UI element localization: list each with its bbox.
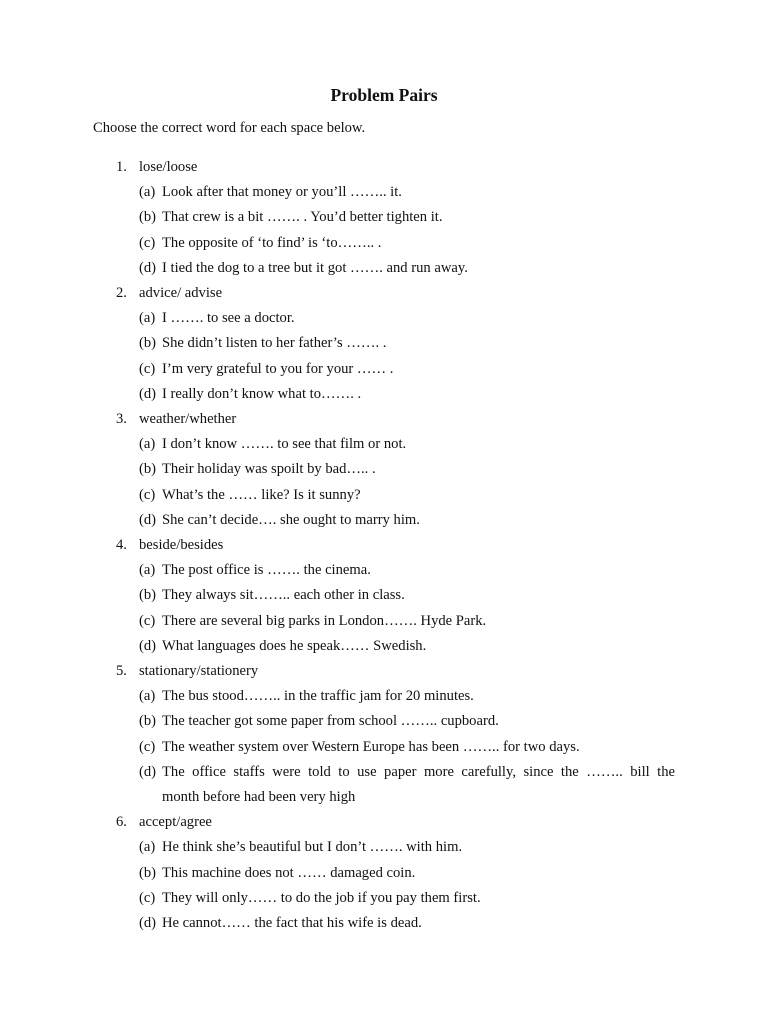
sentence-letter: (a) [139, 839, 156, 856]
sentence-letter: (d) [139, 763, 157, 780]
sentence-text: The post office is ……. the cinema. [162, 562, 371, 579]
sentence-letter: (d) [139, 511, 157, 528]
sentence-letter: (c) [139, 612, 156, 629]
sentence-letter: (a) [139, 562, 156, 579]
sentence-letter: (a) [139, 688, 156, 705]
sentence-letter: (c) [139, 360, 156, 377]
sentence-text: The office staffs were told to use paper more carefully, since the …….. bill the [162, 763, 675, 780]
sentence-text: The teacher got some paper from school …….. cupboard. [162, 713, 499, 730]
sentence-text: Look after that money or you’ll …….. it. [162, 184, 402, 201]
word-pair: stationary/stationery [139, 663, 259, 679]
sentence-letter: (a) [139, 436, 156, 453]
sentence-letter: (d) [139, 259, 157, 276]
question-number: 4. [116, 537, 127, 553]
sentence-letter: (d) [139, 915, 157, 931]
sentence-letter: (c) [139, 234, 156, 251]
sentence-text: The weather system over Western Europe has been …….. for two days. [162, 738, 580, 755]
question-number: 5. [116, 663, 127, 679]
sentence-text: I’m very grateful to you for your …… . [162, 360, 394, 377]
question-number: 6. [116, 814, 127, 831]
sentence-letter: (c) [139, 486, 156, 503]
sentence-letter: (a) [139, 310, 156, 327]
sentence-text: They will only…… to do the job if you pay them first. [162, 889, 481, 906]
sentence-text: She can’t decide…. she ought to marry him. [162, 511, 420, 528]
sentence-letter: (d) [139, 385, 157, 402]
word-pair: advice/ advise [139, 285, 223, 301]
sentence-text: The bus stood…….. in the traffic jam for 20 minutes. [162, 688, 474, 705]
sentence-letter: (b) [139, 209, 157, 226]
sentence-letter: (c) [139, 889, 156, 906]
word-pair: weather/whether [139, 411, 237, 427]
sentence-text: What languages does he speak…… Swedish. [162, 637, 427, 654]
sentence-letter: (b) [139, 864, 157, 881]
instruction-text: Choose the correct word for each space below. [93, 120, 366, 136]
sentence-text: There are several big parks in London……. Hyde Park. [162, 612, 487, 629]
sentence-letter: (a) [139, 184, 156, 201]
sentence-text: She didn’t listen to her father’s ……. . [162, 335, 387, 352]
sentence-text: They always sit…….. each other in class. [162, 587, 405, 604]
sentence-text: That crew is a bit ……. . You’d better tighten it. [162, 209, 443, 226]
sentence-text: I tied the dog to a tree but it got ……. and run away. [162, 259, 468, 276]
sentence-text: I really don’t know what to……. . [162, 385, 362, 402]
sentence-letter: (b) [139, 461, 157, 478]
question-number: 2. [116, 285, 127, 301]
page-title: Problem Pairs [330, 85, 438, 105]
word-pair: beside/besides [139, 537, 224, 553]
sentence-letter: (d) [139, 637, 157, 654]
word-pair: accept/agree [139, 814, 212, 831]
question-number: 1. [116, 159, 127, 175]
sentence-text: He cannot…… the fact that his wife is dead. [162, 915, 422, 931]
word-pair: lose/loose [139, 159, 198, 175]
sentence-text: Their holiday was spoilt by bad….. . [162, 461, 376, 478]
sentence-letter: (b) [139, 713, 157, 730]
sentence-text: What’s the …… like? Is it sunny? [162, 486, 361, 503]
sentence-text: The opposite of ‘to find’ is ‘to…….. . [162, 234, 382, 251]
sentence-text: I don’t know ……. to see that film or not. [162, 436, 407, 453]
sentence-text: This machine does not …… damaged coin. [162, 864, 416, 881]
sentence-text: I ……. to see a doctor. [162, 310, 295, 327]
question-number: 3. [116, 411, 127, 427]
sentence-continuation: month before had been very high [162, 789, 356, 805]
sentence-letter: (b) [139, 587, 157, 604]
sentence-letter: (c) [139, 738, 156, 755]
sentence-letter: (b) [139, 335, 157, 352]
sentence-text: He think she’s beautiful but I don’t ……. with him. [162, 839, 463, 856]
